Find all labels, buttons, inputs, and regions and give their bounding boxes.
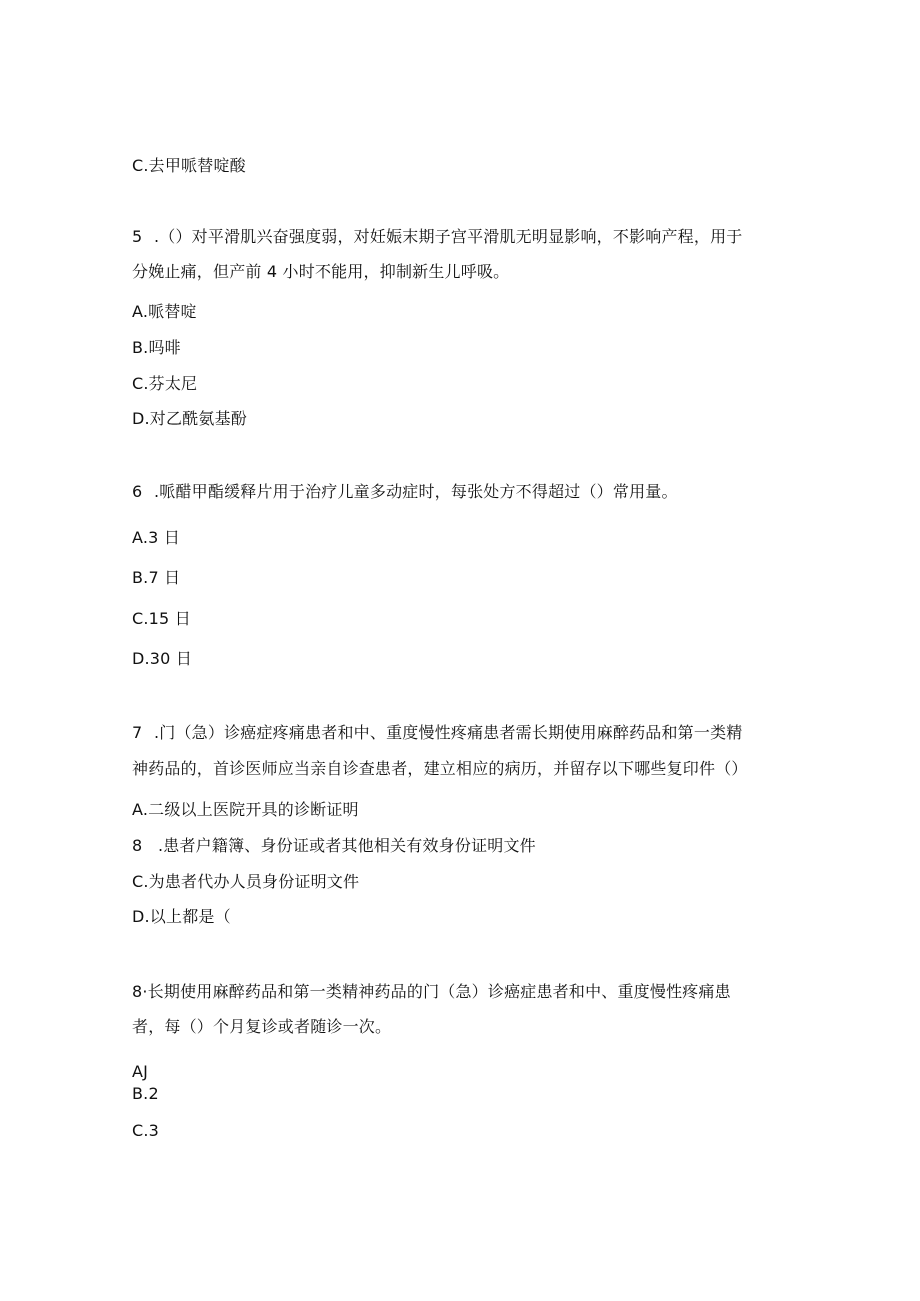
q7-option-b bbox=[132, 838, 536, 854]
q7-option-a: A.二级以上医院开具的诊断证明 bbox=[132, 800, 359, 819]
q8-option-c: C.3 bbox=[132, 1121, 160, 1140]
q5-option-d: D.对乙酰氨基酚 bbox=[132, 409, 248, 428]
q5-option-a: A.哌替啶 bbox=[132, 302, 197, 321]
q5-stem-line-1 bbox=[132, 229, 743, 245]
q6-option-c: C.15 日 bbox=[132, 609, 191, 628]
q6-option-b: B.7 日 bbox=[132, 568, 181, 587]
q7-option-c: C.为患者代办人员身份证明文件 bbox=[132, 872, 360, 891]
q6-option-d: D.30 日 bbox=[132, 649, 193, 668]
q6-number: 6 bbox=[132, 482, 143, 501]
q5-option-c: C.芬太尼 bbox=[132, 374, 198, 393]
q5-stem-text-1: .（）对平滑肌兴奋强度弱，对妊娠末期子宫平滑肌无明显影响，不影响产程，用于 bbox=[154, 227, 743, 246]
q7-stem-text-1: .门（急）诊癌症疼痛患者和中、重度慢性疼痛患者需长期使用麻醉药品和第一类精 bbox=[154, 723, 743, 742]
q8-stem-line-1: 8·长期使用麻醉药品和第一类精神药品的门（急）诊癌症患者和中、重度慢性疼痛患 bbox=[132, 982, 731, 1001]
q7-stem-line-1 bbox=[132, 725, 743, 741]
q6-stem-line-1 bbox=[132, 484, 678, 500]
q7-stem-line-2: 神药品的，首诊医师应当亲自诊查患者，建立相应的病历，并留存以下哪些复印件（） bbox=[132, 759, 748, 778]
q8-option-a: AJ bbox=[132, 1062, 149, 1081]
q5-number: 5 bbox=[132, 227, 143, 246]
q8-stem-line-2: 者，每（）个月复诊或者随诊一次。 bbox=[132, 1017, 392, 1036]
q5-option-b: B.吗啡 bbox=[132, 338, 181, 357]
q6-stem-text-1: .哌醋甲酯缓释片用于治疗儿童多动症时，每张处方不得超过（）常用量。 bbox=[154, 482, 678, 501]
q7-option-b-number: 8 bbox=[132, 836, 143, 855]
q5-stem-line-2: 分娩止痛，但产前 4 小时不能用，抑制新生儿呼吸。 bbox=[132, 262, 510, 281]
q7-number: 7 bbox=[132, 723, 143, 742]
q4-option-c: C.去甲哌替啶酸 bbox=[132, 156, 246, 175]
q6-option-a: A.3 日 bbox=[132, 528, 181, 547]
q8-option-b: B.2 bbox=[132, 1084, 159, 1103]
q7-option-d: D.以上都是（ bbox=[132, 907, 231, 926]
q7-option-b-text: .患者户籍簿、身份证或者其他相关有效身份证明文件 bbox=[158, 836, 536, 855]
